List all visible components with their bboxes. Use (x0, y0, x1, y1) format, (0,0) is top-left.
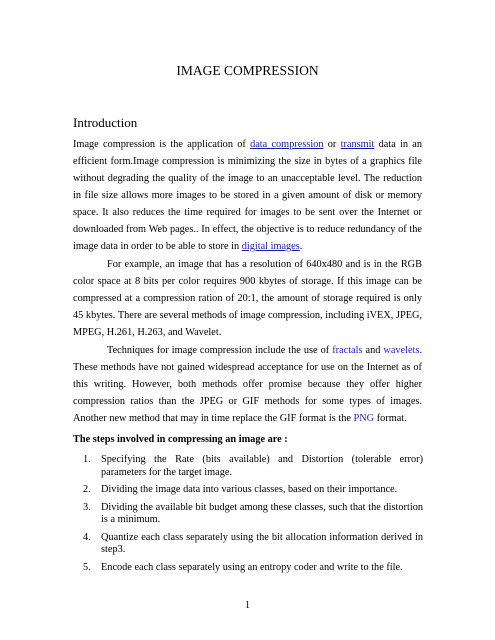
paragraph-text: or (323, 139, 341, 150)
list-item (83, 562, 423, 575)
list-item (83, 454, 423, 479)
section-heading-introduction: Introduction (73, 115, 138, 130)
term-wavelets[interactable]: wavelets (383, 345, 420, 356)
paragraph-text: format. (374, 413, 407, 424)
link-transmit[interactable]: transmit (340, 139, 375, 150)
document-title: IMAGE COMPRESSION (176, 63, 319, 78)
term-png[interactable]: PNG (353, 413, 375, 424)
list-item-text: Dividing the image data into various classes, based on their importance. (101, 484, 398, 495)
paragraph-text: Techniques for image compression include the use of (107, 345, 333, 356)
list-item-number: 1. (83, 454, 91, 465)
list-item-text: Dividing the available bit budget among these classes, such that the distortion is a minimum. (101, 501, 423, 525)
link-data-compression[interactable]: data compression (250, 139, 324, 150)
paragraph-example: For example, an image that has a resolution of 640x480 and is in the RGB color space at 8 bits per color requires 900 kbytes of storage. If this image can be compressed at a compression ration of 20:1, the amount of storage required is only 45 kbytes. There are several methods of image compression, including iVEX, JPEG, MPEG, H.261, H.263, and Wavelet. (73, 259, 422, 338)
list-item-text: Specifying the Rate (bits available) and Distortion (tolerable error) parameters for the target image. (101, 454, 423, 478)
list-item-number: 4. (83, 531, 91, 543)
term-fractals[interactable]: fractals (332, 345, 363, 356)
paragraph-introduction (73, 136, 422, 255)
list-item (83, 532, 423, 557)
paragraph-text: and (362, 345, 384, 356)
page-number: 1 (244, 600, 251, 611)
list-item-number: 2. (83, 484, 91, 495)
paragraph-text: data in an efficient form.Image compression is minimizing the size in bytes of a graphics file without degrading the quality of the image to an unacceptable level. The reduction in file size allows more images to be stored in a given amount of disk or memory space. It also reduces the time required for images to be sent over the Internet or downloaded from Web pages.. In effect, the objective is to reduce redundancy of the image data in order to be able to store in (73, 139, 422, 252)
list-item (83, 502, 423, 527)
steps-list (83, 454, 423, 579)
paragraph-text: . (299, 241, 303, 252)
steps-heading: The steps involved in compressing an image are : (73, 434, 288, 445)
list-item-text: Quantize each class separately using the bit allocation information derived in step3. (101, 531, 423, 555)
list-item (83, 484, 423, 497)
paragraph-text: Image compression is the application of (73, 139, 251, 150)
list-item-number: 5. (83, 561, 91, 573)
list-item-number: 3. (83, 501, 91, 513)
paragraph-text: . These methods have not gained widespread acceptance for use on the Internet as of this writing. However, both methods offer promise because they offer higher compression ratios than the JPEG or GIF methods for some types of images. Another new method that may in time replace the GIF format is the (73, 345, 423, 424)
paragraph-techniques (73, 342, 422, 427)
list-item-text: Encode each class separately using an entropy coder and write to the file. (101, 561, 403, 573)
link-digital-images[interactable]: digital images (241, 241, 300, 252)
